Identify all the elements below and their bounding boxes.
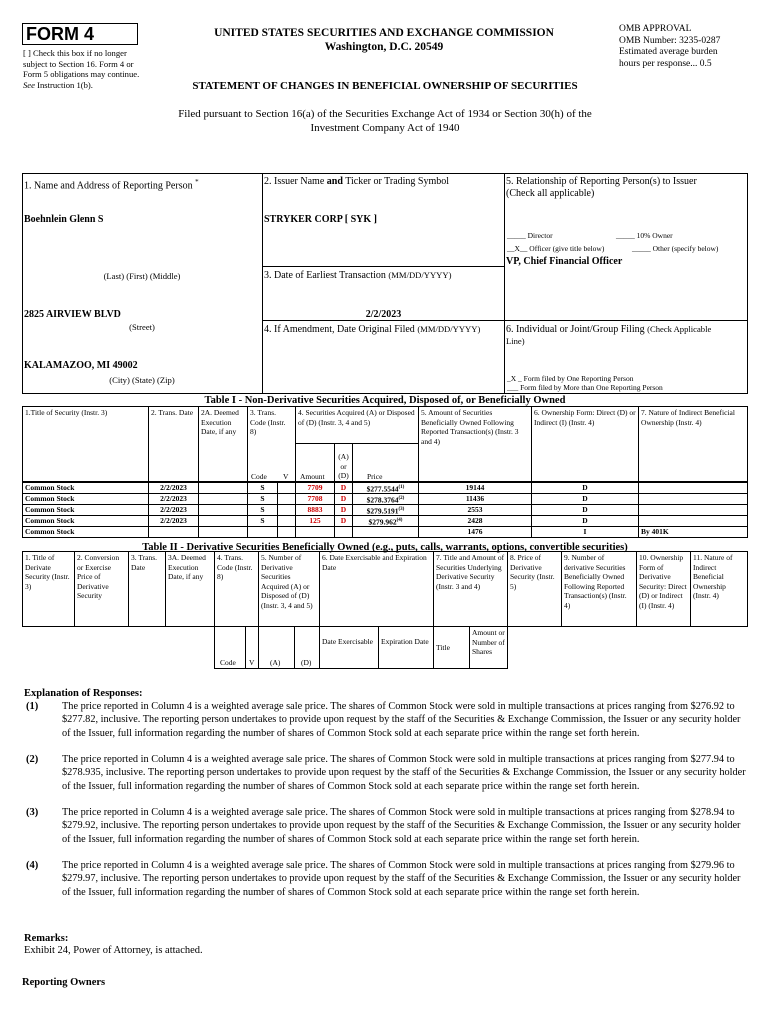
t2-h6: 6. Date Exercisable and Expiration Date <box>319 551 434 627</box>
explanation-number: (2) <box>26 754 39 765</box>
t2-sub-amount: Amount or Number of Shares <box>469 626 508 669</box>
box3-label: 3. Date of Earliest Transaction (MM/DD/YYYY) <box>264 270 452 281</box>
t1-cell-ad: D <box>334 515 353 527</box>
t2-h1: 1. Title of Derivate Security (Instr. 3) <box>22 551 75 627</box>
form-title-box <box>22 23 138 45</box>
agency-city: Washington, D.C. 20549 <box>324 41 444 53</box>
reporting-owners-heading: Reporting Owners <box>22 977 106 988</box>
box4-label: 4. If Amendment, Date Original Filed (MM/DD/YYYY) <box>264 324 481 335</box>
form-title: FORM 4 <box>26 24 95 44</box>
t1-cell-price: $279.962$^{(4)}$ <box>352 515 419 527</box>
t1-cell-form: D <box>531 493 639 505</box>
t1-cell-v <box>277 526 296 538</box>
burden-line-1: Estimated average burden <box>619 47 718 57</box>
t1-cell-form: D <box>531 482 639 494</box>
explanation-number: (3) <box>26 807 39 818</box>
t1-cell-title: Common Stock <box>22 526 149 538</box>
t1-cell-owned: 11436 <box>418 493 532 505</box>
t1-cell-code: S <box>247 493 278 505</box>
box5-label: 5. Relationship of Reporting Person(s) to Issuer (Check all applicable) <box>506 176 697 199</box>
t1-cell-owned: 2428 <box>418 515 532 527</box>
t1-cell-code: S <box>247 504 278 516</box>
t1-h7: 7. Nature of Indirect Beneficial Ownership (Instr. 4) <box>638 406 748 482</box>
t1-cell-price: $279.5191$^{(3)}$ <box>352 504 419 516</box>
reporter-city: KALAMAZOO, MI 49002 <box>24 360 138 371</box>
table2-title: Table II - Derivative Securities Beneficially Owned (e.g., puts, calls, warrants, options, convertible securities) <box>142 542 628 553</box>
issuer-name: STRYKER CORP [ SYK ] <box>264 214 377 225</box>
t1-cell-price: $278.3764$^{(2)}$ <box>352 493 419 505</box>
t1-h3: 3. Trans. Code (Instr. 8) <box>247 406 296 482</box>
t2-h3: 3. Trans. Date <box>128 551 166 627</box>
footnote-ref: (4) <box>396 518 403 523</box>
footnote-ref: (2) <box>398 496 405 501</box>
director-option[interactable]: _____ Director <box>507 231 553 240</box>
city-caption: (City) (State) (Zip) <box>109 375 175 385</box>
t2-sub-exp: Expiration Date <box>378 626 434 669</box>
t2-sub-v: V <box>249 658 255 667</box>
explanation-number: (4) <box>26 860 39 871</box>
explanation-text: The price reported in Column 4 is a weighted average sale price. The shares of Common Stock were sold in multiple transactions at prices ranging from $278.94 to $279.92, inclusive. The reporting person undertakes to provide upon request by the staff of the Securities & Exchange Commission, the Issuer or any security holder of the Issuer, full information regarding the number of shares of Common Stock sold at each separate price within the range set forth herein. <box>62 807 741 845</box>
t1-cell-title: Common Stock <box>22 482 149 494</box>
t1-cell-date <box>148 526 199 538</box>
t1-cell-form: I <box>531 526 639 538</box>
t1-cell-ad: D <box>334 493 353 505</box>
t1-h1: 1.Title of Security (Instr. 3) <box>22 406 149 482</box>
t1-cell-date: 2/2/2023 <box>148 504 199 516</box>
t1-cell-code: S <box>247 515 278 527</box>
t1-cell-empty <box>198 526 248 538</box>
t2-h7: 7. Title and Amount of Securities Underlying Derivative Security (Instr. 3 and 4) <box>433 551 508 627</box>
t1-cell-amount: 7709 <box>295 482 335 494</box>
box1-label: 1. Name and Address of Reporting Person * <box>24 178 199 192</box>
t2-h8: 8. Price of Derivative Security (Instr. 5) <box>507 551 562 627</box>
divider <box>504 173 505 394</box>
remarks-text: Exhibit 24, Power of Attorney, is attached. <box>24 945 203 956</box>
t2-sub-title: Title <box>433 626 470 669</box>
agency-name: UNITED STATES SECURITIES AND EXCHANGE COMMISSION <box>214 27 554 39</box>
burden-line-2: hours per response... 0.5 <box>619 58 712 69</box>
footnote-ref: (1) <box>398 485 405 490</box>
explanation-text: The price reported in Column 4 is a weighted average sale price. The shares of Common Stock were sold in multiple transactions at prices ranging from $279.96 to $279.97, inclusive. The reporting person undertakes to provide upon request by the staff of the Securities & Exchange Commission, the Issuer or any security holder of the Issuer, full information regarding the number of shares of Common Stock sold at each separate price within the range set forth herein. <box>62 860 741 898</box>
t2-sub-d: (D) <box>301 658 312 667</box>
t1-sub-code: Code <box>251 472 267 481</box>
explanation-number: (1) <box>26 701 39 712</box>
t1-cell-amount: 125 <box>295 515 335 527</box>
filed-one-option[interactable]: _X _ Form filed by One Reporting Person <box>507 374 634 383</box>
t1-cell-form: D <box>531 515 639 527</box>
divider <box>504 320 748 321</box>
t1-h2: 2. Trans. Date <box>148 406 199 482</box>
t2-h5: 5. Number of Derivative Securities Acquired (A) or Disposed of (D) (Instr. 3, 4 and 5) <box>258 551 320 627</box>
t1-cell-owned: 19144 <box>418 482 532 494</box>
explanation-text: The price reported in Column 4 is a weighted average sale price. The shares of Common Stock were sold in multiple transactions at prices ranging from $277.94 to $278.935, inclusive. The reporting person undertakes to provide upon request by the staff of the Securities & Exchange Commission, the Issuer or any security holder of the Issuer, full information regarding the number of shares of Common Stock sold at each separate price within the range set forth herein. <box>62 754 746 792</box>
ten-pct-option[interactable]: _____ 10% Owner <box>616 231 673 240</box>
box2-label: 2. Issuer Name and Ticker or Trading Symbol <box>264 176 450 187</box>
explanation-text: The price reported in Column 4 is a weighted average sale price. The shares of Common Stock were sold in multiple transactions at prices ranging from $276.92 to $277.82, inclusive. The reporting person undertakes to provide upon request by the staff of the Securities & Exchange Commission, the Issuer or any security holder of the Issuer, full information regarding the number of shares of Common Stock sold at each separate price within the range set forth herein. <box>62 701 741 739</box>
t1-sub-ad: (A) or (D) <box>338 452 349 480</box>
t1-cell-date: 2/2/2023 <box>148 493 199 505</box>
omb-approval: OMB APPROVAL <box>619 24 692 34</box>
officer-option[interactable]: __X__ Officer (give title below) <box>507 244 605 253</box>
filed-pursuant: Filed pursuant to Section 16(a) of the Securities Exchange Act of 1934 or Section 30(h) of the Investment Company Act of 1940 <box>178 108 592 134</box>
explanation-heading: Explanation of Responses: <box>24 688 143 699</box>
t1-h6: 6. Ownership Form: Direct (D) or Indirect (I) (Instr. 4) <box>531 406 639 482</box>
table1-title: Table I - Non-Derivative Securities Acquired, Disposed of, or Beneficially Owned <box>204 395 566 406</box>
t1-h2a: 2A. Deemed Execution Date, if any <box>198 406 248 482</box>
divider <box>352 443 353 482</box>
t1-cell-date: 2/2/2023 <box>148 482 199 494</box>
t1-cell-amount: 7708 <box>295 493 335 505</box>
t1-h5: 5. Amount of Securities Beneficially Owned Following Reported Transaction(s) (Instr. 3 and 4) <box>418 406 532 482</box>
omb-box <box>619 24 759 70</box>
filed-more-option[interactable]: ___ Form filed by More than One Reporting Person <box>507 383 663 392</box>
t2-h10: 10. Ownership Form of Derivative Security: Direct (D) or Indirect (I) (Instr. 4) <box>636 551 691 627</box>
remarks-heading: Remarks: <box>24 933 69 944</box>
reporter-street: 2825 AIRVIEW BLVD <box>24 309 121 320</box>
name-caption: (Last) (First) (Middle) <box>103 271 181 281</box>
t2-h4: 4. Trans. Code (Instr. 8) <box>214 551 259 627</box>
t1-cell-ad: D <box>334 504 353 516</box>
t2-h11: 11. Nature of Indirect Beneficial Ownership (Instr. 4) <box>690 551 748 627</box>
divider <box>295 443 419 444</box>
reporter-name: Boehnlein Glenn S <box>24 214 104 225</box>
t2-sub-date-ex: Date Exercisable <box>319 626 379 669</box>
t1-h4: 4. Securities Acquired (A) or Disposed of (D) (Instr. 3, 4 and 5) <box>295 406 419 482</box>
t2-h9: 9. Number of derivative Securities Beneficially Owned Following Reported Transaction(s) (Instr. 4) <box>561 551 637 627</box>
other-option[interactable]: _____ Other (specify below) <box>632 244 719 253</box>
t1-sub-amount: Amount <box>300 472 325 481</box>
t1-cell-title: Common Stock <box>22 504 149 516</box>
t1-cell-ad <box>334 526 353 538</box>
t1-cell-owned: 1476 <box>418 526 532 538</box>
street-caption: (Street) <box>129 322 155 332</box>
box6-label: 6. Individual or Joint/Group Filing (Check Applicable Line) <box>506 324 712 346</box>
omb-number: OMB Number: 3235-0287 <box>619 35 721 46</box>
t1-cell-amount: 8883 <box>295 504 335 516</box>
earliest-date: 2/2/2023 <box>365 309 402 320</box>
t1-cell-form: D <box>531 504 639 516</box>
t1-cell-nature: By 401K <box>638 526 748 538</box>
t1-cell-title: Common Stock <box>22 515 149 527</box>
t1-cell-title: Common Stock <box>22 493 149 505</box>
t1-cell-amount <box>295 526 335 538</box>
t1-sub-price: Price <box>367 472 383 481</box>
footnote-ref: (3) <box>398 507 405 512</box>
t2-sub-a: (A) <box>270 658 281 667</box>
t2-sub-code: Code <box>220 658 236 667</box>
t1-cell-owned: 2553 <box>418 504 532 516</box>
officer-title: VP, Chief Financial Officer <box>506 256 623 267</box>
t1-cell-code <box>247 526 278 538</box>
t2-h2: 2. Conversion or Exercise Price of Derivative Security <box>74 551 129 627</box>
t1-cell-ad: D <box>334 482 353 494</box>
check-box-note[interactable]: [ ] Check this box if no longer subject to Section 16. Form 4 or Form 5 obligations may continue. See Instruction 1(b). <box>23 48 140 90</box>
t1-sub-v: V <box>283 472 289 481</box>
divider <box>262 173 263 394</box>
t1-cell-price <box>352 526 419 538</box>
statement-title: STATEMENT OF CHANGES IN BENEFICIAL OWNERSHIP OF SECURITIES <box>192 80 578 92</box>
t1-cell-price: $277.5544$^{(1)}$ <box>352 482 419 494</box>
t1-cell-code: S <box>247 482 278 494</box>
t2-h3a: 3A. Deemed Execution Date, if any <box>165 551 215 627</box>
t1-cell-date: 2/2/2023 <box>148 515 199 527</box>
divider <box>262 266 505 267</box>
